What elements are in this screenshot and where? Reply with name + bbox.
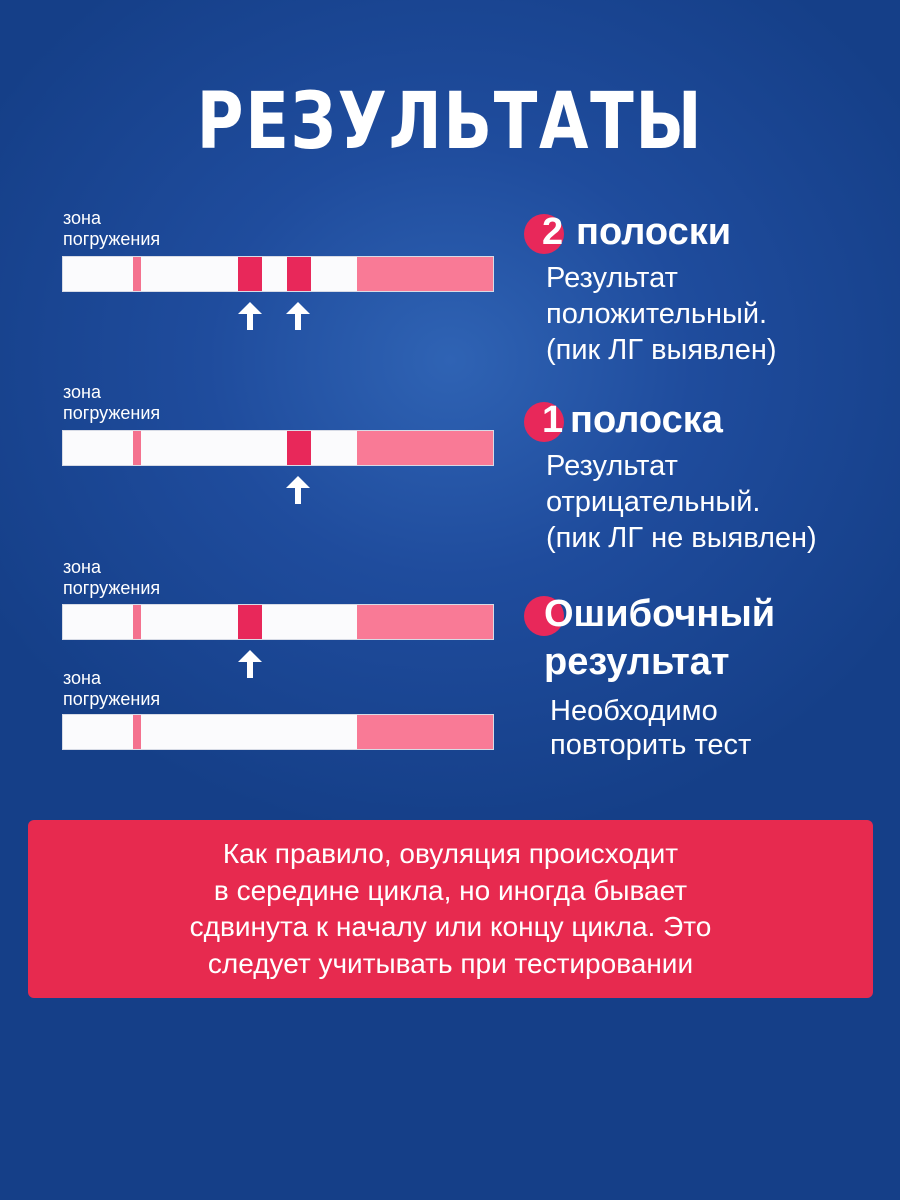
test-strip-invalid-a bbox=[62, 604, 494, 640]
zone-label-line1: зона bbox=[63, 668, 102, 688]
arrow-up-icon bbox=[286, 476, 310, 504]
desc-line: (пик ЛГ не выявлен) bbox=[546, 522, 817, 554]
strip-handle bbox=[357, 257, 493, 291]
zone-label-line2: погружения bbox=[63, 689, 161, 709]
result-positive bbox=[516, 212, 886, 368]
zone-label-line1: зона bbox=[63, 382, 102, 402]
desc-line: положительный. bbox=[546, 298, 768, 330]
zone-label-line2: погружения bbox=[63, 403, 161, 423]
note-line: в середине цикла, но иногда бывает bbox=[213, 874, 688, 906]
result-invalid bbox=[516, 594, 886, 762]
result-title: Ошибочный bbox=[544, 593, 776, 635]
badge-number: 1 bbox=[542, 399, 564, 441]
zone-label-line2: погружения bbox=[63, 229, 161, 249]
test-strip-positive bbox=[62, 256, 494, 292]
note-line: Как правило, овуляция происходит bbox=[222, 838, 679, 869]
note-line: сдвинута к началу или концу цикла. Это bbox=[189, 911, 712, 942]
strip-handle bbox=[357, 715, 493, 749]
result-description bbox=[546, 448, 886, 556]
arrow-up-icon bbox=[238, 302, 262, 330]
desc-line: Результат bbox=[546, 262, 678, 294]
desc-line: Необходимо bbox=[550, 695, 718, 727]
dip-line bbox=[133, 605, 141, 639]
zone-label-line1: зона bbox=[63, 208, 102, 228]
info-note bbox=[28, 820, 873, 998]
zone-label bbox=[63, 382, 263, 424]
desc-line: (пик ЛГ выявлен) bbox=[546, 334, 777, 366]
result-heading bbox=[516, 400, 886, 444]
test-strip-negative bbox=[62, 430, 494, 466]
zone-label bbox=[63, 557, 263, 599]
zone-label bbox=[63, 208, 263, 250]
result-negative bbox=[516, 400, 886, 556]
strip-handle bbox=[357, 605, 493, 639]
result-description bbox=[550, 694, 886, 762]
result-heading bbox=[516, 212, 886, 256]
dip-line bbox=[133, 715, 141, 749]
result-heading bbox=[516, 594, 886, 638]
test-band bbox=[238, 605, 262, 639]
result-description bbox=[546, 260, 886, 368]
note-line: следует учитывать при тестировании bbox=[207, 947, 694, 979]
zone-label bbox=[63, 668, 263, 710]
dip-line bbox=[133, 257, 141, 291]
result-title: полоски bbox=[576, 211, 732, 253]
strip-handle bbox=[357, 431, 493, 465]
desc-line: Результат bbox=[546, 450, 678, 482]
note-text bbox=[101, 836, 801, 982]
result-title: полоска bbox=[570, 399, 723, 441]
page-title: РЕЗУЛЬТАТЫ bbox=[196, 77, 704, 167]
desc-line: отрицательный. bbox=[546, 486, 761, 518]
control-band bbox=[238, 257, 262, 291]
badge-number: 2 bbox=[542, 211, 564, 253]
desc-line: повторить тест bbox=[550, 729, 752, 761]
control-band bbox=[287, 431, 311, 465]
result-title-line2: результат bbox=[544, 641, 730, 683]
test-strip-invalid-b bbox=[62, 714, 494, 750]
test-band bbox=[287, 257, 311, 291]
zone-label-line2: погружения bbox=[63, 578, 161, 598]
dip-line bbox=[133, 431, 141, 465]
zone-label-line1: зона bbox=[63, 557, 102, 577]
arrow-up-icon bbox=[286, 302, 310, 330]
